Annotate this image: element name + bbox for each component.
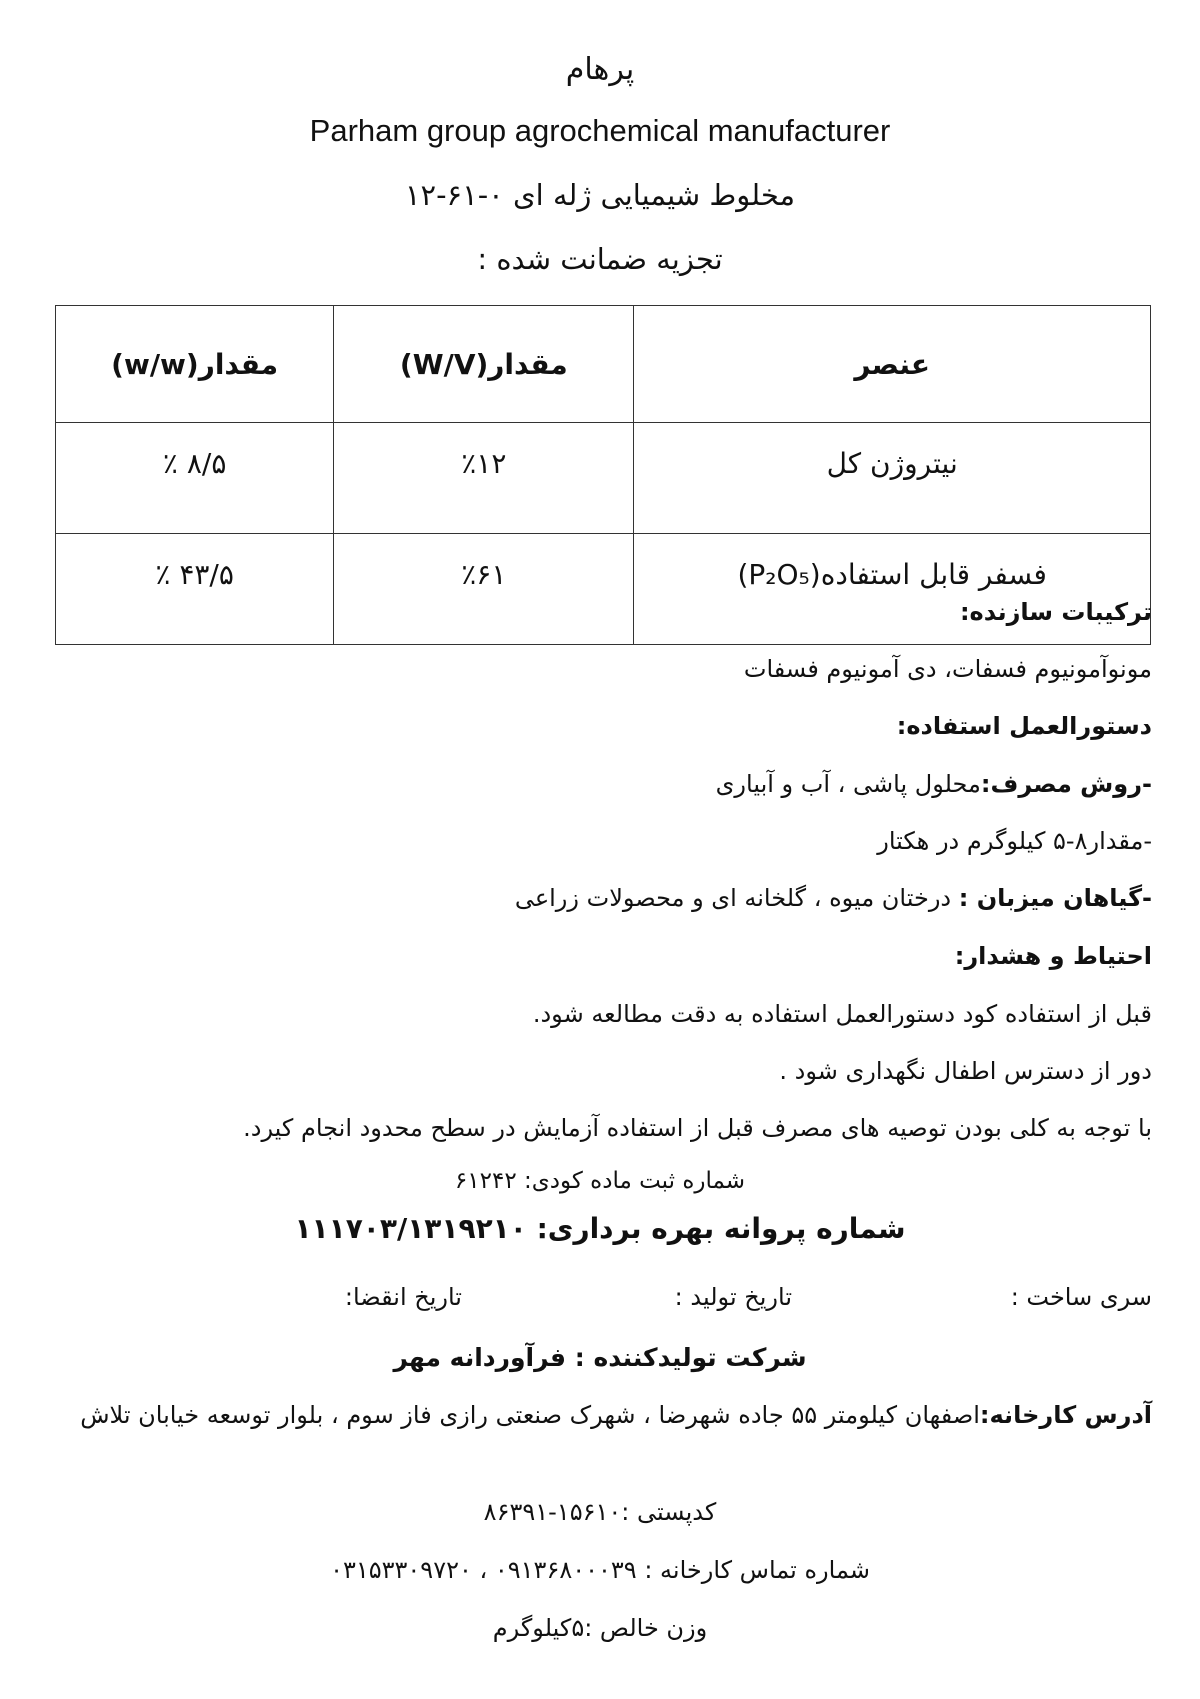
composition-label: ترکیبات سازنده: bbox=[959, 598, 1152, 626]
analysis-title: تجزیه ضمانت شده : bbox=[477, 242, 723, 276]
expiry-date: تاریخ انقضا: bbox=[344, 1283, 462, 1311]
product-name: مخلوط شیمیایی ژله ای ۰-۶۱-۱۲ bbox=[404, 178, 796, 212]
caution-line1: قبل از استفاده کود دستورالعمل استفاده به دقت مطالعه شود. bbox=[532, 1000, 1152, 1028]
caution-label: احتیاط و هشدار: bbox=[954, 942, 1152, 970]
brand-fa: پرهام bbox=[565, 52, 635, 87]
caution-line2: دور از دسترس اطفال نگهداری شود . bbox=[779, 1057, 1152, 1085]
phone bbox=[0, 1556, 1200, 1584]
usage-method-label: -روش مصرف: bbox=[980, 770, 1152, 798]
batch-series: سری ساخت : bbox=[1010, 1283, 1152, 1311]
usage-method-text: محلول پاشی ، آب و آبیاری bbox=[715, 770, 981, 798]
usage-hosts-text: درختان میوه ، گلخانه ای و محصولات زراعی bbox=[514, 884, 959, 912]
usage-amount: -مقدار۸-۵ کیلوگرم در هکتار bbox=[877, 827, 1152, 855]
table-header-row bbox=[56, 306, 1151, 423]
table-row bbox=[56, 534, 1151, 645]
brand-en: Parham group agrochemical manufacturer bbox=[309, 113, 891, 148]
postal-code: کدپستی :۱۵۶۱۰-۸۶۳۹۱ bbox=[483, 1498, 717, 1526]
caution-line3: با توجه به کلی بودن توصیه های مصرف قبل از استفاده آزمایش در سطح محدود انجام کیرد. bbox=[243, 1114, 1152, 1142]
usage-method bbox=[716, 770, 1152, 798]
analysis-table bbox=[55, 305, 1151, 645]
address-text: اصفهان کیلومتر ۵۵ جاده شهرضا ، شهرک صنعتی رازی فاز سوم ، بلوار توسعه خیابان تلاش bbox=[80, 1401, 980, 1429]
license-number: شماره پروانه بهره برداری: ۱۱۱۷۰۳/۱۳۱۹۲۱۰ bbox=[294, 1212, 906, 1245]
cell-ww: ٪ ۴۳/۵ bbox=[56, 534, 334, 645]
registration-code: شماره ثبت ماده کودی: ۶۱۲۴۲ bbox=[454, 1168, 746, 1194]
cell-wv: ٪۱۲ bbox=[334, 423, 634, 534]
header-wv: مقدار(W/V) bbox=[334, 306, 634, 423]
header-element: عنصر bbox=[634, 306, 1151, 423]
factory-address bbox=[48, 1397, 1152, 1433]
cell-ww: ٪ ۸/۵ bbox=[56, 423, 334, 534]
cell-element: فسفر قابل استفاده(P₂O₅) bbox=[634, 534, 1151, 645]
usage-hosts-label: -گیاهان میزبان : bbox=[958, 884, 1152, 912]
address-label: آدرس کارخانه: bbox=[979, 1401, 1152, 1429]
header-ww: مقدار(w/w) bbox=[56, 306, 334, 423]
phone-label: شماره تماس کارخانه : bbox=[644, 1556, 870, 1584]
production-date: تاریخ تولید : bbox=[674, 1283, 792, 1311]
manufacturer: شرکت تولیدکننده : فرآوردانه مهر bbox=[393, 1343, 807, 1372]
net-weight: وزن خالص :۵کیلوگرم bbox=[492, 1614, 708, 1642]
cell-wv: ٪۶۱ bbox=[334, 534, 634, 645]
table-row bbox=[56, 423, 1151, 534]
composition-text: مونوآمونیوم فسفات، دی آمونیوم فسفات bbox=[743, 655, 1152, 683]
phone-numbers: ۰۹۱۳۶۸۰۰۰۳۹ ، ۰۳۱۵۳۳۰۹۷۲۰ bbox=[330, 1556, 637, 1584]
usage-hosts bbox=[515, 884, 1152, 912]
usage-label: دستورالعمل استفاده: bbox=[896, 712, 1152, 740]
cell-element: نیتروژن کل bbox=[634, 423, 1151, 534]
